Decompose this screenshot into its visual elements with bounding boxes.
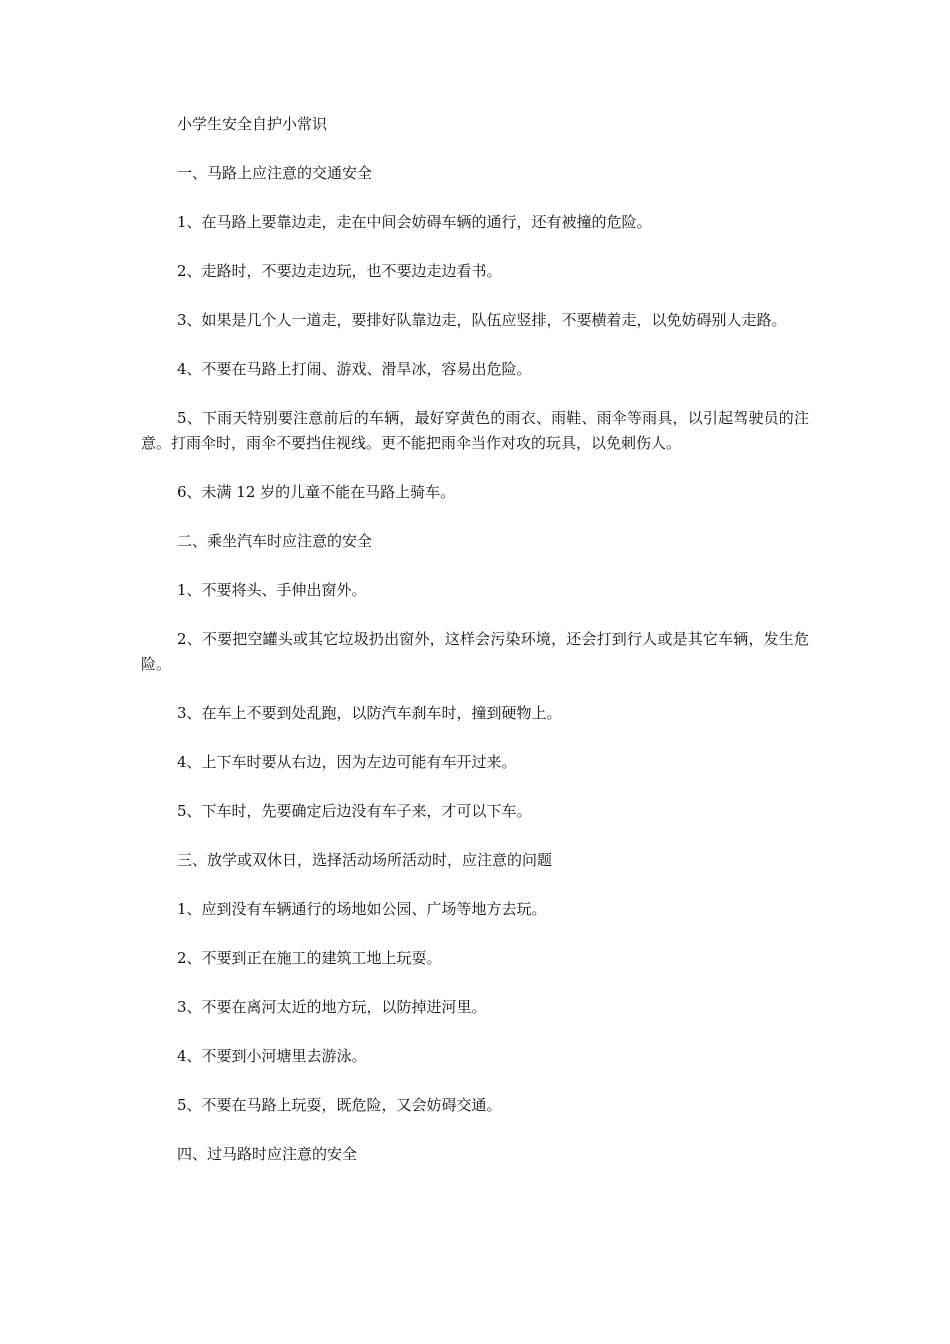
paragraph: 4、上下车时要从右边，因为左边可能有车开过来。: [177, 753, 517, 771]
paragraph: 2、不要到正在施工的建筑工地上玩耍。: [177, 949, 442, 967]
paragraph: 1、应到没有车辆通行的场地如公园、广场等地方去玩。: [177, 900, 547, 918]
paragraph: 3、如果是几个人一道走，要排好队靠边走，队伍应竖排，不要横着走，以免妨碍别人走路。: [177, 311, 787, 329]
document-title: 小学生安全自护小常识: [177, 115, 328, 133]
paragraph: 2、不要把空罐头或其它垃圾扔出窗外，这样会污染环境，还会打到行人或是其它车辆，发生危险。: [141, 630, 809, 673]
paragraph: 1、不要将头、手伸出窗外。: [177, 581, 367, 599]
section-heading-3: 三、放学或双休日，选择活动场所活动时，应注意的问题: [177, 851, 553, 869]
paragraph: 5、下车时，先要确定后边没有车子来，才可以下车。: [177, 802, 532, 820]
document-body: [141, 112, 809, 1191]
paragraph: 4、不要到小河塘里去游泳。: [177, 1047, 367, 1065]
paragraph: 3、在车上不要到处乱跑，以防汽车刹车时，撞到硬物上。: [177, 704, 562, 722]
paragraph: 6、未满 12 岁的儿童不能在马路上骑车。: [177, 483, 456, 501]
paragraph: 2、走路时，不要边走边玩，也不要边走边看书。: [177, 262, 502, 280]
paragraph: 5、下雨天特别要注意前后的车辆，最好穿黄色的雨衣、雨鞋、雨伞等雨具，以引起驾驶员的注意。打雨伞时，雨伞不要挡住视线。更不能把雨伞当作对攻的玩具，以免刺伤人。: [141, 409, 809, 452]
paragraph: 5、不要在马路上玩耍，既危险，又会妨碍交通。: [177, 1096, 502, 1114]
paragraph: 3、不要在离河太近的地方玩，以防掉进河里。: [177, 998, 487, 1016]
section-heading-2: 二、乘坐汽车时应注意的安全: [177, 532, 373, 550]
section-heading-4: 四、过马路时应注意的安全: [177, 1145, 358, 1163]
paragraph: 4、不要在马路上打闹、游戏、滑旱冰，容易出危险。: [177, 360, 532, 378]
section-heading-1: 一、马路上应注意的交通安全: [177, 164, 373, 182]
paragraph: 1、在马路上要靠边走，走在中间会妨碍车辆的通行，还有被撞的危险。: [177, 213, 652, 231]
